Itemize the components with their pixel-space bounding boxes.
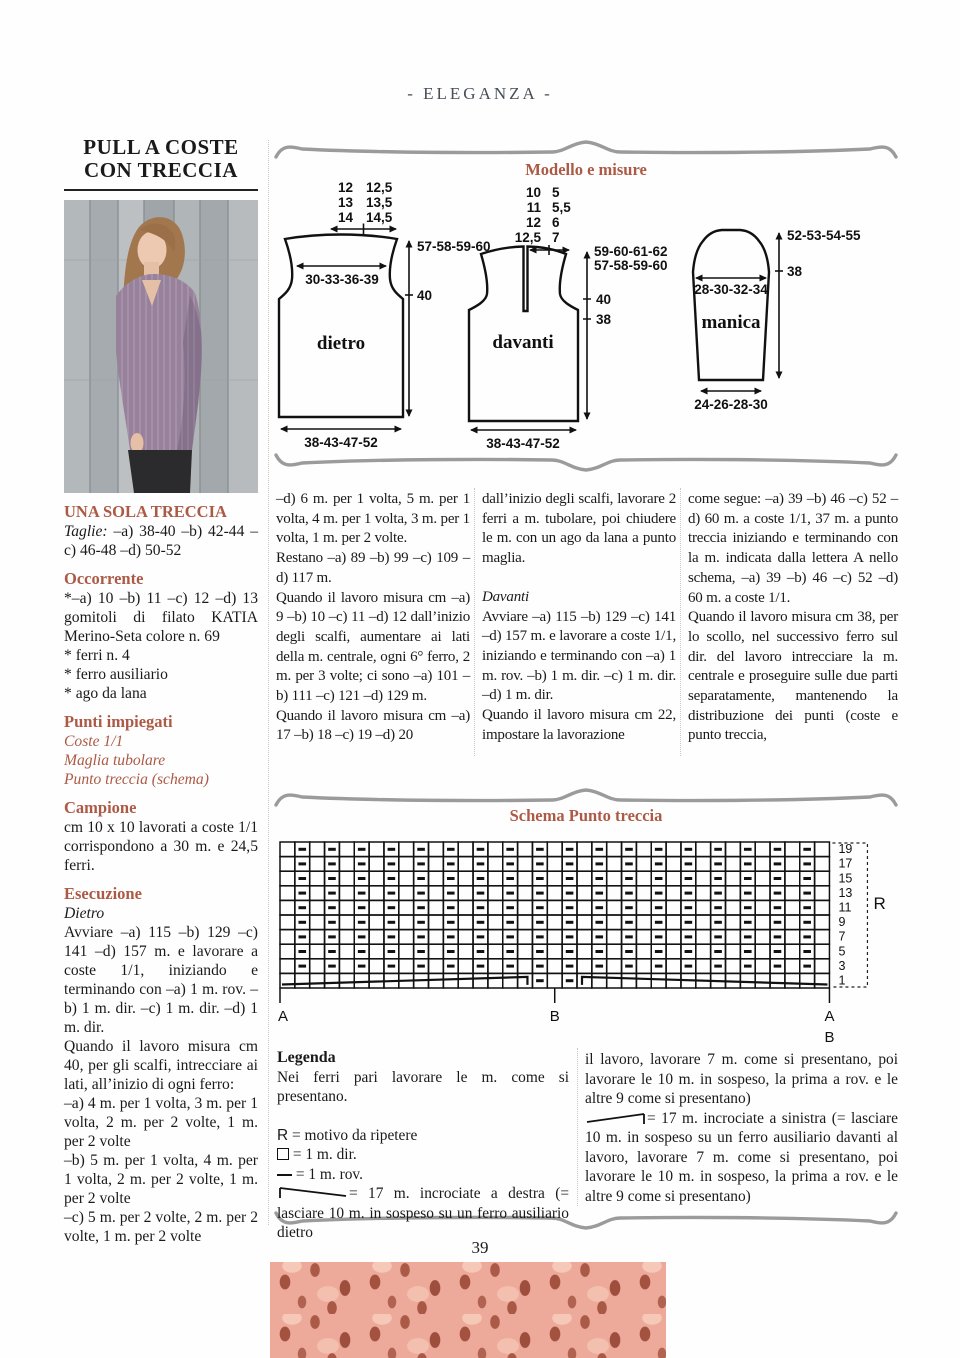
pants (128, 450, 192, 493)
legend-item-knit (277, 1145, 569, 1165)
measure: 24-26-28-30 (694, 397, 768, 412)
svg-text:A: A (824, 1008, 835, 1025)
instructions-column-1 (276, 490, 470, 746)
materials-line: *–a) 10 –b) 11 –c) 12 –d) 13 gomitoli di filato KATIA Merino-Seta colore n. 69 (64, 590, 258, 646)
section-heading: Occorrente (64, 569, 144, 589)
svg-text:5: 5 (838, 944, 846, 959)
measure: 57-58-59-60 (594, 258, 668, 273)
paragraph: Quando il lavoro misura cm –a) 9 –b) 10 –c) 11 –d) 12 dall’inizio degli scalfi, aumentare ai lati della m. centrale, ogni 6° ferro, 2 m. per 3 volte; ci sono –a) 101 –b) 111 –c) 121 –d) 129 m. (276, 589, 470, 705)
svg-text:B: B (549, 1008, 560, 1025)
column-separator (268, 140, 269, 1225)
measure: 13 (337, 195, 353, 210)
legend (277, 1048, 569, 1243)
piece-label: manica (701, 312, 761, 333)
measure: 28-30-32-34 (694, 282, 768, 297)
spacer (277, 1107, 569, 1126)
paragraph: Quando il lavoro misura cm –a) 17 –b) 18 –c) 19 –d) 20 (276, 707, 470, 744)
cable-right-icon (277, 1186, 349, 1200)
legend-cable-right-continuation: il lavoro, lavorare 7 m. come si presentano, poi lavorare le 10 m. in sospeso, la prima a rov. e le altre 9 come si presentano) (585, 1051, 898, 1107)
svg-text:15: 15 (838, 871, 853, 886)
section-brace-top (272, 140, 900, 160)
measure: 10 (525, 185, 541, 200)
legend-item-cable-right (277, 1184, 569, 1243)
section-una-sola-treccia (64, 502, 258, 560)
paragraph: Avviare –a) 115 –b) 129 –c) 141 –d) 157 m. e lavorare a coste 1/1, iniziando e terminando con –a) 1 m. rov. –b) 1 m. dir. –c) 1 m. dir. –d) 1 m. dir. (482, 608, 676, 704)
svg-text:B: B (824, 1029, 835, 1046)
legend-continued (585, 1050, 898, 1206)
section-occorrente (64, 569, 258, 703)
measure: 40 (417, 288, 433, 303)
taglie-values: –a) 38-40 –b) 42-44 –c) 46-48 –d) 50-52 (64, 523, 258, 560)
measure: 52-53-54-55 (787, 228, 861, 243)
manica-outline (693, 230, 769, 380)
measure: 38 (787, 264, 803, 279)
measure: 12,5 (366, 180, 393, 195)
legend-item-repeat (277, 1126, 569, 1146)
model-photo (64, 200, 258, 493)
section-esecuzione (64, 884, 258, 1246)
measure: 14 (337, 210, 353, 225)
svg-text:17: 17 (838, 856, 853, 871)
paragraph: Quando il lavoro misura cm 38, per lo scollo, nel successivo ferro sul dir. del lavoro intrecciare la m. centrale e proseguire sulle due parti separatamente, mantenendo la distribuzione dei punti (coste e punto treccia, (688, 609, 898, 744)
schematics-diagram (270, 168, 902, 468)
subsection-dietro: Dietro (64, 905, 105, 923)
measure: 14,5 (366, 210, 393, 225)
measure: 12 (525, 215, 541, 230)
measure: 13,5 (366, 195, 393, 210)
materials-line: * ferri n. 4 (64, 647, 130, 665)
paragraph: Quando il lavoro misura cm 22, impostare la lavorazione (482, 707, 676, 743)
stitch-item: Coste 1/1 (64, 733, 124, 751)
section-heading: Punti impiegati (64, 712, 173, 732)
measure: 38 (596, 312, 612, 327)
modello-heading: Modello e misure (525, 160, 647, 179)
svg-text:3: 3 (838, 958, 846, 973)
svg-text:1: 1 (838, 973, 846, 988)
left-column (64, 136, 258, 1246)
cable-chart (278, 840, 918, 1046)
measure: 5 (552, 185, 560, 200)
knit-texture-photo (270, 1262, 666, 1358)
title-rule (64, 189, 258, 191)
measure: 12 (337, 180, 353, 195)
legend-text: = 17 m. incrociate a destra (= lasciare 10 m. in sospeso su un ferro ausiliario dietro (277, 1185, 569, 1241)
column-separator (474, 488, 475, 756)
schema-heading: Schema Punto treccia (509, 806, 663, 825)
article-title-line2: CON TRECCIA (84, 158, 238, 183)
stitch-item: Punto treccia (schema) (64, 771, 209, 789)
svg-text:R: R (873, 894, 886, 914)
instructions-column-3 (688, 490, 898, 746)
paragraph: Avviare –a) 115 –b) 129 –c) 141 –d) 157 m. e lavorare a coste 1/1, iniziando e terminando con –a) 1 m. rov. –b) 1 m. dir. –c) 1 m. dir. –d) 1 m. dir. (64, 924, 258, 1037)
measure: 12,5 (514, 230, 541, 245)
paragraph: Quando il lavoro misura cm 40, per gli scalfi, intrecciare ai lati, all’inizio di ogni ferro: (64, 1038, 258, 1094)
section-heading: Esecuzione (64, 884, 142, 904)
measure: 59-60-61-62 (594, 244, 668, 259)
legend-item-purl (277, 1165, 569, 1185)
legend-text: = 17 m. incrociate a sinistra (= lasciare 10 m. in sospeso su un ferro ausiliario davanti al lavoro, lavorare 7 m. come si presentano, poi lavorare le 10 m. in sospeso, la prima a rov. e le altre 9 come si presentano) (585, 1109, 898, 1205)
legend-text: = motivo da ripetere (291, 1126, 418, 1144)
legend-heading: Legenda (277, 1049, 336, 1066)
paragraph: –a) 4 m. per 1 volta, 3 m. per 1 volta, 2 m. per 2 volte, 1 m. per 2 volte (64, 1095, 258, 1151)
section-heading: UNA SOLA TRECCIA (64, 502, 227, 522)
stitch-item: Maglia tubolare (64, 752, 166, 770)
piece-label: davanti (492, 332, 554, 353)
spacer (482, 569, 676, 588)
paragraph: come segue: –a) 39 –b) 46 –c) 52 –d) 60 m. a coste 1/1, 37 m. a punto treccia iniziando e terminando con la m. indicata dalla lettera A nello schema, –a) 39 –b) 46 –c) 52 –d) 60 m. a coste 1/1. (688, 491, 898, 606)
schematic-davanti (469, 185, 668, 451)
paragraph: –b) 5 m. per 1 volta, 4 m. per 1 volta, 2 m. per 2 volte, 1 m. per 2 volte (64, 1152, 258, 1208)
legend-text: = 1 m. dir. (292, 1146, 357, 1163)
instructions-column-2 (482, 490, 676, 745)
schematic-manica (693, 228, 861, 412)
svg-text:7: 7 (838, 929, 846, 944)
measure: 6 (552, 215, 560, 230)
measure: 38-43-47-52 (304, 435, 378, 450)
materials-line: * ago da lana (64, 685, 147, 703)
legend-text: = 1 m. rov. (295, 1165, 363, 1183)
paragraph: –c) 5 m. per 2 volte, 2 m. per 2 volte, 1 m. per 2 volte (64, 1209, 258, 1246)
taglie-label: Taglie: (64, 523, 108, 541)
column-separator (680, 488, 681, 756)
measure: 57-58-59-60 (417, 239, 491, 254)
gauge-text: cm 10 x 10 lavorati a coste 1/1 corrispondono a 30 m. e 24,5 ferri. (64, 819, 258, 875)
svg-text:A: A (278, 1008, 289, 1025)
materials-line: * ferro ausiliario (64, 666, 168, 684)
svg-text:11: 11 (838, 900, 852, 915)
measure: 5,5 (552, 200, 571, 215)
svg-text:19: 19 (838, 842, 853, 857)
schematic-dietro (279, 180, 491, 450)
section-brace-top (272, 788, 900, 808)
section-heading: Campione (64, 798, 137, 818)
article-title (64, 136, 258, 182)
legend-item-cable-left (585, 1109, 898, 1207)
paragraph: –d) 6 m. per 1 volta, 5 m. per 1 volta, 4 m. per 1 volta, 3 m. per 1 volta, 1 m. per 2 volte. (276, 491, 470, 547)
page-number: 39 (471, 1238, 489, 1257)
legend-intro: Nei ferri pari lavorare le m. come si presentano. (277, 1068, 569, 1105)
measure: 40 (596, 292, 612, 307)
piece-label: dietro (316, 333, 366, 354)
measure: 30-33-36-39 (305, 272, 379, 287)
measure: 7 (552, 230, 560, 245)
knit-square-icon (277, 1148, 289, 1160)
dietro-outline (279, 235, 403, 418)
cable-left-icon (585, 1111, 647, 1125)
subsection-davanti: Davanti (482, 588, 529, 605)
measure: 11 (526, 200, 541, 215)
article-title-line1: PULL A COSTE (83, 135, 239, 159)
repeat-symbol: R (277, 1126, 289, 1144)
section-punti-impiegati (64, 712, 258, 789)
measure: 38-43-47-52 (486, 436, 560, 451)
paragraph: Restano –a) 89 –b) 99 –c) 109 –d) 117 m. (276, 550, 470, 586)
svg-text:13: 13 (838, 885, 853, 900)
page-header: - ELEGANZA - (407, 84, 553, 103)
paragraph: dall’inizio degli scalfi, lavorare 2 ferri a m. tubolare, poi chiudere le m. con un ago da lana a punto maglia. (482, 491, 676, 567)
section-campione (64, 798, 258, 875)
purl-dash-icon (277, 1174, 292, 1176)
column-separator (577, 1048, 578, 1206)
svg-text:9: 9 (838, 915, 846, 930)
